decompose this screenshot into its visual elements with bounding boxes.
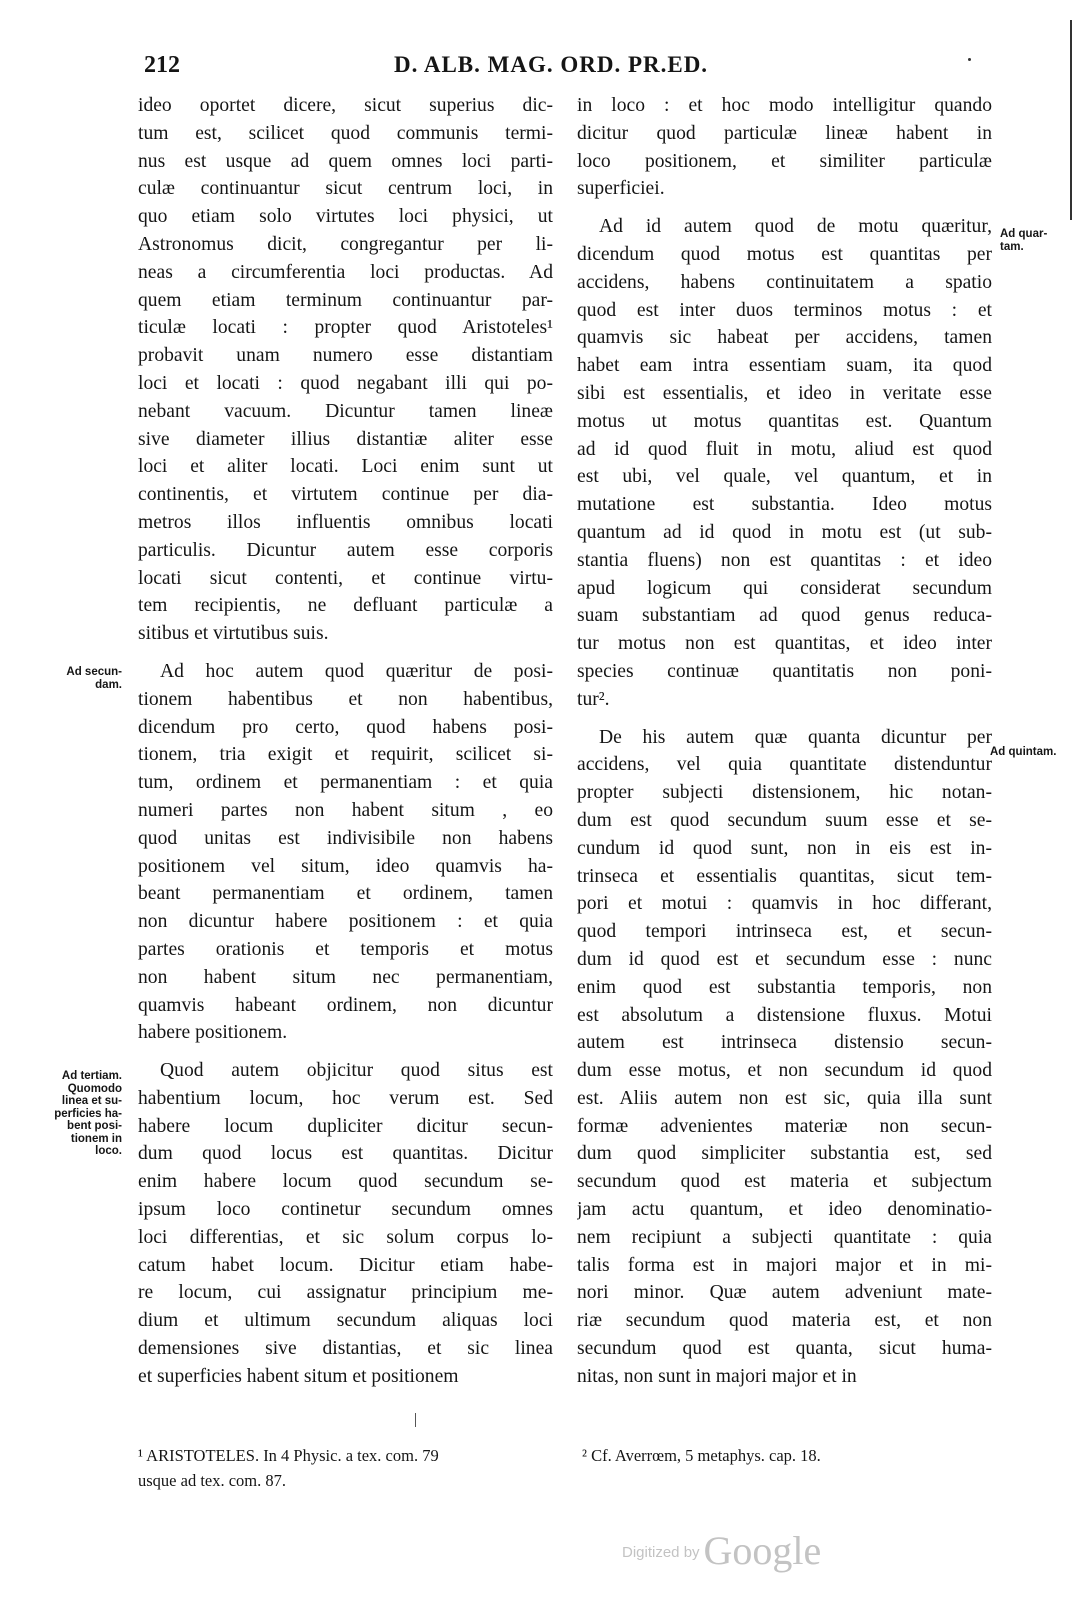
text-line: ticulæ locati : propter quod Aristoteles¹ [138, 317, 553, 339]
text-line: et superficies habent situm et positionem [138, 1365, 459, 1387]
text-line: secundum quod est quanta, sicut huma- [577, 1338, 992, 1360]
text-line: trinseca et essentialis quantitas, sicut tem- [577, 865, 992, 887]
text-line: quod tempori intrinseca est, et secun- [577, 921, 992, 943]
text-line: neas a circumferentia loci productas. Ad [138, 261, 553, 283]
text-line: enim habere locum quod secundum se- [138, 1171, 553, 1193]
text-line: loci et aliter locati. Loci enim sunt ut [138, 456, 553, 478]
margin-note-ad-tertiam [36, 1070, 122, 1158]
paragraph [577, 213, 992, 713]
text-line: nitas, non sunt in majori major et in [577, 1365, 857, 1387]
text-line: habere positionem. [138, 1022, 288, 1044]
text-line: tum, ordinem et permanentiam : et quia [138, 772, 553, 794]
text-line: numeri partes non habent situm , eo [138, 799, 553, 821]
text-line: nem recipiunt a subjecti quantitate : quia [577, 1226, 992, 1248]
paragraph-gap [577, 203, 992, 213]
text-line: riæ secundum quod materia est, et non [577, 1310, 992, 1332]
text-line: quod unitas est indivisibile non habens [138, 827, 553, 849]
text-line: cundum id quod sunt, non in eis est in- [577, 837, 992, 859]
page-header [140, 52, 1020, 86]
margin-note-ad-quintam [990, 746, 1072, 759]
margin-note-line: tam. [1000, 240, 1024, 253]
text-line: est absolutum a distensione fluxus. Motui [577, 1004, 992, 1026]
text-line: sitibus et virtutibus suis. [138, 623, 329, 645]
text-line: culæ continuantur sicut centrum loci, in [138, 178, 553, 200]
text-line: talis forma est in majori major et in mi- [577, 1254, 992, 1276]
text-line: locati sicut contenti, et continue virtu- [138, 567, 553, 589]
text-line: Astronomus dicit, congregantur per li- [138, 233, 553, 255]
right-text-column [577, 92, 992, 1391]
text-line: loci differentias, et sic solum corpus lo- [138, 1226, 553, 1248]
text-line: ad id quod fluit in motu, aliud est quod [577, 438, 992, 460]
margin-note-line: tionem in [70, 1132, 122, 1145]
text-line: motus ut motus quantitas est. Quantum [577, 410, 992, 432]
text-line: est ubi, vel quale, vel quantum, et in [577, 466, 992, 488]
text-line: nus est usque ad quem omnes loci parti- [138, 150, 553, 172]
text-line: habentium locum, hoc verum est. Sed [138, 1087, 553, 1109]
text-line: ipsum loco continetur secundum omnes [138, 1199, 553, 1221]
footnote-line: usque ad tex. com. 87. [138, 1471, 287, 1490]
text-line: mutatione est substantia. Ideo motus [577, 494, 992, 516]
margin-note-line: linea et su- [61, 1095, 122, 1107]
text-line: dum quod locus est quantitas. Dicitur [138, 1143, 553, 1165]
text-line: suam substantiam ad quod genus reduca- [577, 605, 992, 627]
margin-note-line: Ad quintam. [990, 746, 1057, 758]
footnote-line: ² Cf. Averrœm, 5 metaphys. cap. 18. [582, 1446, 821, 1465]
text-line: tur motus non est quantitas, et ideo inter [577, 633, 992, 655]
paragraph-gap [138, 648, 553, 658]
text-line: habere locum dupliciter dicitur secun- [138, 1115, 553, 1137]
text-line: non dicuntur habere positionem : et quia [138, 911, 553, 933]
text-line: Quod autem objicitur quod situs est [160, 1060, 553, 1082]
paragraph-gap [577, 714, 992, 724]
text-line: tionem, tria exigit et requirit, scilicet si- [138, 744, 553, 766]
text-line: dicitur quod particulæ lineæ habent in [577, 122, 992, 144]
text-line: nori minor. Quæ autem adveniunt mate- [577, 1282, 992, 1304]
text-line: ideo oportet dicere, sicut superius dic- [138, 95, 553, 116]
text-line: in loco : et hoc modo intelligitur quando [577, 95, 992, 116]
footnote-separator [415, 1413, 416, 1427]
text-line: quamvis sic habeat per accidens, tamen [577, 327, 992, 349]
text-line: re locum, cui assignatur principium me- [138, 1282, 553, 1304]
margin-note-line: Quomodo [67, 1082, 122, 1095]
text-line: dum id quod est et secundum esse : nunc [577, 948, 992, 970]
text-line: dum est quod secundum suum esse et se- [577, 809, 992, 831]
text-line: non habent situm nec permanentiam, [138, 966, 553, 988]
text-line: apud logicum qui considerat secundum [577, 577, 992, 599]
text-line: autem est intrinseca distensio secun- [577, 1032, 992, 1054]
text-line: partes orationis et temporis et motus [138, 938, 553, 960]
text-line: continentis, et virtutem continue per dia- [138, 484, 553, 506]
text-line: particulis. Dicuntur autem esse corporis [138, 539, 553, 561]
text-line: catum habet locum. Dicitur etiam habe- [138, 1254, 553, 1276]
text-line: accidens, habens continuitatem a spatio [577, 271, 992, 293]
paragraph [138, 658, 553, 1047]
text-line: Ad hoc autem quod quæritur de posi- [160, 660, 553, 682]
text-line: enim quod est substantia temporis, non [577, 976, 992, 998]
margin-note-line: bent posi- [67, 1120, 122, 1132]
watermark-digitized-label: Digitized by [622, 1544, 700, 1561]
text-line: stantia fluens) non est quantitas : et ideo [577, 549, 992, 571]
text-line: quamvis habeant ordinem, non dicuntur [138, 994, 553, 1016]
google-watermark [622, 1527, 821, 1574]
margin-note-line: Ad secun- [66, 666, 122, 678]
margin-note-line: dam. [95, 678, 122, 691]
text-line: superficiei. [577, 178, 665, 200]
page-edge-line [1070, 20, 1072, 220]
text-line: est. Aliis autem non est sic, quia illa sunt [577, 1087, 992, 1109]
text-line: quem etiam terminum continuantur par- [138, 289, 553, 311]
footnote-right [582, 1443, 982, 1468]
text-line: quo etiam solo virtutes loci physici, ut [138, 206, 553, 228]
footnote-line: ¹ ARISTOTELES. In 4 Physic. a tex. com. 79 [138, 1446, 439, 1465]
text-line: metros illos influentis omnibus locati [138, 511, 553, 533]
text-line: sive diameter illius distantiæ aliter esse [138, 428, 553, 450]
text-line: demensiones sive distantias, et sic linea [138, 1338, 553, 1360]
text-line: quantum ad id quod in motu est (ut sub- [577, 521, 992, 543]
margin-note-line: loco. [95, 1145, 122, 1157]
text-line: tur². [577, 688, 610, 710]
text-line: probavit unam numero esse distantiam [138, 345, 553, 367]
text-line: species continuæ quantitatis non poni- [577, 660, 992, 682]
text-line: tionem habentibus et non habentibus, [138, 688, 553, 710]
watermark-google-logo: Google [703, 1528, 822, 1573]
text-line: sibi est essentialis, et ideo in veritate esse [577, 382, 992, 404]
text-line: accidens, vel quia quantitate distenduntur [577, 754, 992, 776]
text-line: pori et motui : quamvis in hoc differant, [577, 893, 992, 915]
text-line: dicendum pro certo, quod habens posi- [138, 716, 553, 738]
text-line: jam actu quantum, et ideo denominatio- [577, 1199, 992, 1221]
paragraph [138, 92, 553, 648]
text-line: dum quod simpliciter substantia est, sed [577, 1143, 992, 1165]
margin-note-ad-secundam [44, 666, 122, 691]
margin-note-line: perficies ha- [54, 1107, 122, 1120]
text-line: Ad id autem quod de motu quæritur, [599, 216, 992, 238]
margin-note-ad-quartam [1000, 228, 1070, 253]
paragraph [577, 724, 992, 1391]
paragraph [138, 1057, 553, 1391]
text-line: dicendum quod motus est quantitas per [577, 243, 992, 265]
left-text-column [138, 92, 553, 1391]
text-line: quod est inter duos terminos motus : et [577, 299, 992, 321]
text-line: secundum quod est materia et subjectum [577, 1171, 992, 1193]
text-line: dium et ultimum secundum aliquas loci [138, 1310, 553, 1332]
text-line: propter subjecti distensionem, hic notan- [577, 782, 992, 804]
paragraph-gap [138, 1047, 553, 1057]
text-line: positionem vel situm, ideo quamvis ha- [138, 855, 553, 877]
text-line: formæ advenientes materiæ non secun- [577, 1115, 992, 1137]
text-line: loci et locati : quod negabant illi qui po- [138, 372, 553, 394]
text-line: habet eam intra essentiam suam, ita quod [577, 355, 992, 377]
footnote-left [138, 1443, 553, 1493]
margin-note-line: Ad quar- [1000, 228, 1048, 240]
margin-note-line: Ad tertiam. [61, 1070, 122, 1082]
text-line: nebant vacuum. Dicuntur tamen lineæ [138, 400, 553, 422]
paragraph [577, 92, 992, 203]
text-line: De his autem quæ quanta dicuntur per [599, 726, 992, 748]
page-number: 212 [144, 52, 180, 78]
running-title: D. ALB. MAG. ORD. PR.ED. [394, 52, 709, 77]
text-line: beant permanentiam et ordinem, tamen [138, 883, 553, 905]
text-line: tem recipientis, ne defluant particulæ a [138, 595, 553, 617]
text-line: dum esse motus, et non secundum id quod [577, 1060, 992, 1082]
text-line: tum est, scilicet quod communis termi- [138, 122, 553, 144]
text-line: loco positionem, et similiter particulæ [577, 150, 992, 172]
